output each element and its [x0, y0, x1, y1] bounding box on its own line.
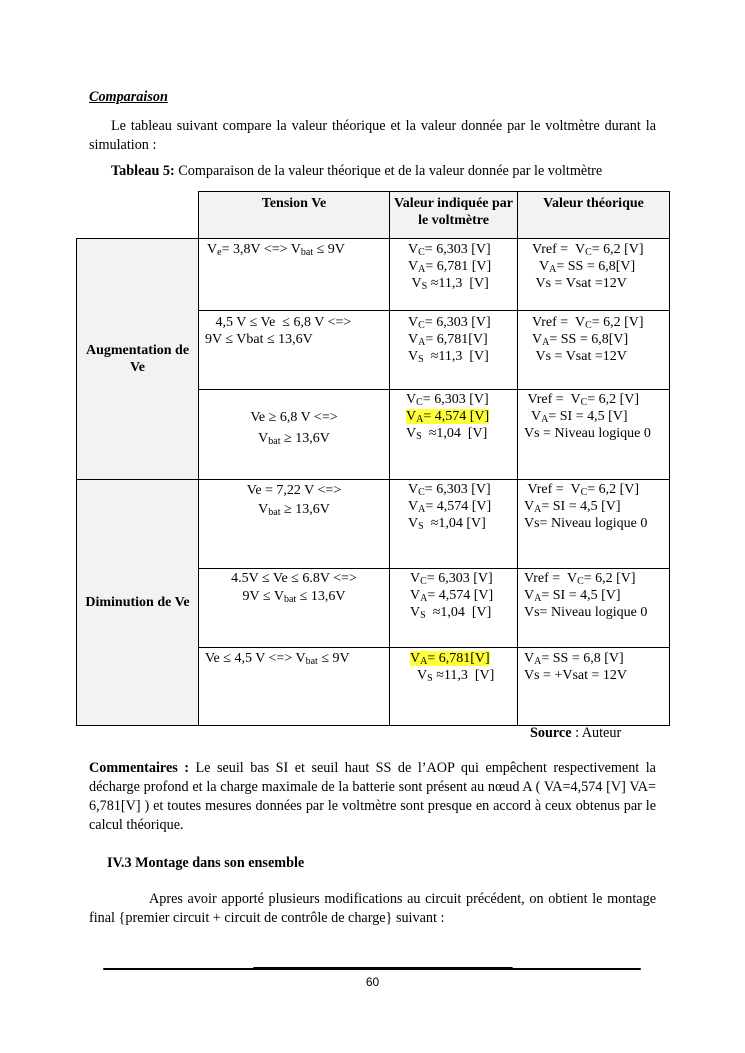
group-label-diminution: Diminution de Ve [77, 480, 199, 726]
highlighted-value: $V_A= 4,574$ [V] [406, 409, 490, 425]
section-title: Comparaison [89, 89, 168, 105]
theoretical-line: $V_A=$ SS = 6,8 [V] [524, 651, 624, 667]
empty-corner-cell [77, 192, 199, 239]
theoretical-cell [518, 311, 670, 390]
indicated-line [406, 408, 517, 425]
indicated-line: $V_C= 6,303$ [V] [408, 482, 491, 498]
theoretical-cell [518, 569, 670, 648]
tension-cell [199, 648, 390, 726]
theoretical-line: Vs = Vsat =12V [532, 276, 627, 291]
tension-line: Ve ≤ 4,5 V <=> $V_{bat} \le 9V$ [205, 651, 350, 667]
tension-line: 4,5 V ≤ Ve ≤ 6,8 V <=> [205, 315, 352, 330]
footer-rule [103, 968, 641, 970]
table-caption [111, 163, 602, 180]
theoretical-line: $V_A=$ SI = 4,5 [V] [524, 499, 621, 515]
theoretical-line: Vref = $V_C= 6,2$ [V] [532, 315, 644, 331]
theoretical-line: Vs = Niveau logique 0 [524, 426, 651, 441]
caption-label: Tableau 5: [111, 163, 175, 179]
indicated-line: $V_C= 6,303$ [V] [408, 242, 491, 258]
indicated-line: $V_S \approx 11,3$ [V] [410, 668, 495, 684]
table-row [77, 239, 670, 311]
tension-cell [199, 390, 390, 480]
comments-text: Le seuil bas SI et seuil haut SS de l’AOP qui empêchent respectivement la décharge profond et la charge maximale de la batterie sont présent au nœud A ( VA=4,574 [V] VA= 6,781[V] ) et toutes mesures données par le voltmètre sont presque en accord à ceux obtenus par le calcul théorique. [89, 760, 656, 833]
source-text: : Auteur [571, 725, 622, 741]
tension-cell [199, 311, 390, 390]
theoretical-line: Vs = Vsat =12V [532, 349, 627, 364]
indicated-line [410, 650, 517, 667]
table-header-row [77, 192, 670, 239]
indicated-line: $V_S \approx 1,04$ [V] [408, 516, 486, 532]
indicated-line: $V_S \approx 1,04$ [V] [410, 605, 492, 621]
comments-label: Commentaires : [89, 760, 189, 776]
indicated-line: $V_S \approx 1,04$ [V] [406, 426, 488, 442]
indicated-line: $V_C= 6,303$ [V] [406, 392, 489, 408]
theoretical-line: Vs= Niveau logique 0 [524, 605, 648, 620]
theoretical-line: Vref = $V_C= 6,2$ [V] [524, 482, 640, 498]
header-theoretical: Valeur théorique [518, 192, 670, 239]
indicated-cell [390, 311, 518, 390]
tension-cell [199, 239, 390, 311]
tension-line: Ve = 7,22 V <=> [246, 483, 342, 498]
table-row [77, 480, 670, 569]
comparison-table [76, 191, 670, 726]
indicated-cell [390, 239, 518, 311]
header-tension: Tension Ve [199, 192, 390, 239]
subsection-heading: IV.3 Montage dans son ensemble [107, 855, 305, 871]
header-indicated: Valeur indiquée par le voltmètre [390, 192, 518, 239]
theoretical-line: $V_A=$ SI = 4,5 [V] [524, 588, 621, 604]
indicated-line: $V_A= 4,574$ [V] [410, 588, 494, 604]
theoretical-line: $V_A=$ SI = 4,5 [V] [524, 409, 628, 425]
theoretical-line: Vs= Niveau logique 0 [524, 516, 648, 531]
theoretical-line: Vref = $V_C= 6,2$ [V] [532, 242, 644, 258]
indicated-cell [390, 569, 518, 648]
tension-line: Ve ≥ 6,8 V <=> [250, 410, 338, 425]
table-source [530, 725, 621, 742]
theoretical-line: Vref = $V_C= 6,2$ [V] [524, 571, 636, 587]
group-label-augmentation: Augmentation de Ve [77, 239, 199, 480]
theoretical-cell [518, 480, 670, 569]
tension-line: $V_e= 3,8V$ <=> $V_{bat} \le 9V$ [207, 242, 345, 258]
indicated-line: $V_S \approx 11,3$ [V] [408, 349, 489, 365]
theoretical-line: $V_A=$ SS = 6,8[V] [532, 259, 636, 275]
indicated-line: $V_C= 6,303$ [V] [410, 571, 493, 587]
indicated-cell [390, 648, 518, 726]
theoretical-line: Vref = $V_C= 6,2$ [V] [524, 392, 640, 408]
theoretical-line: Vs = +Vsat = 12V [524, 668, 628, 683]
tension-line: $V_{bat} \ge 13,6V$ [258, 502, 330, 518]
tension-line: $9V \le V_{bat} \le 13,6V$ [242, 589, 346, 605]
theoretical-cell [518, 239, 670, 311]
tension-cell [199, 569, 390, 648]
source-label: Source [530, 725, 572, 741]
caption-text: Comparaison de la valeur théorique et de la valeur donnée par le voltmètre [174, 163, 603, 179]
theoretical-line: $V_A=$ SS = 6,8[V] [532, 332, 629, 348]
comments-paragraph [89, 759, 656, 835]
theoretical-cell [518, 390, 670, 480]
indicated-line: $V_A= 4,574$ [V] [408, 499, 492, 515]
indicated-line: $V_A= 6,781$ [V] [408, 259, 492, 275]
intro-paragraph: Le tableau suivant compare la valeur théorique et la valeur donnée par le voltmètre durant la simulation : [89, 118, 656, 153]
closing-paragraph: Apres avoir apporté plusieurs modifications au circuit précédent, on obtient le montage final {premier circuit + circuit de contrôle de charge} suivant : [89, 891, 656, 926]
tension-line: 4.5V ≤ Ve ≤ 6.8V <=> [231, 571, 357, 586]
theoretical-cell [518, 648, 670, 726]
tension-line: $V_{bat} \ge 13,6V$ [258, 431, 330, 447]
highlighted-value: $V_A= 6,781[V]$ [410, 651, 490, 667]
indicated-line: $V_A= 6,781[V]$ [408, 332, 488, 348]
indicated-cell [390, 390, 518, 480]
indicated-line: $V_S \approx 11,3$ [V] [408, 276, 489, 292]
indicated-line: $V_C= 6,303$ [V] [408, 315, 491, 331]
indicated-cell [390, 480, 518, 569]
page-number: 60 [365, 975, 380, 989]
tension-line: 9V ≤ Vbat ≤ 13,6V [205, 332, 313, 347]
tension-cell [199, 480, 390, 569]
